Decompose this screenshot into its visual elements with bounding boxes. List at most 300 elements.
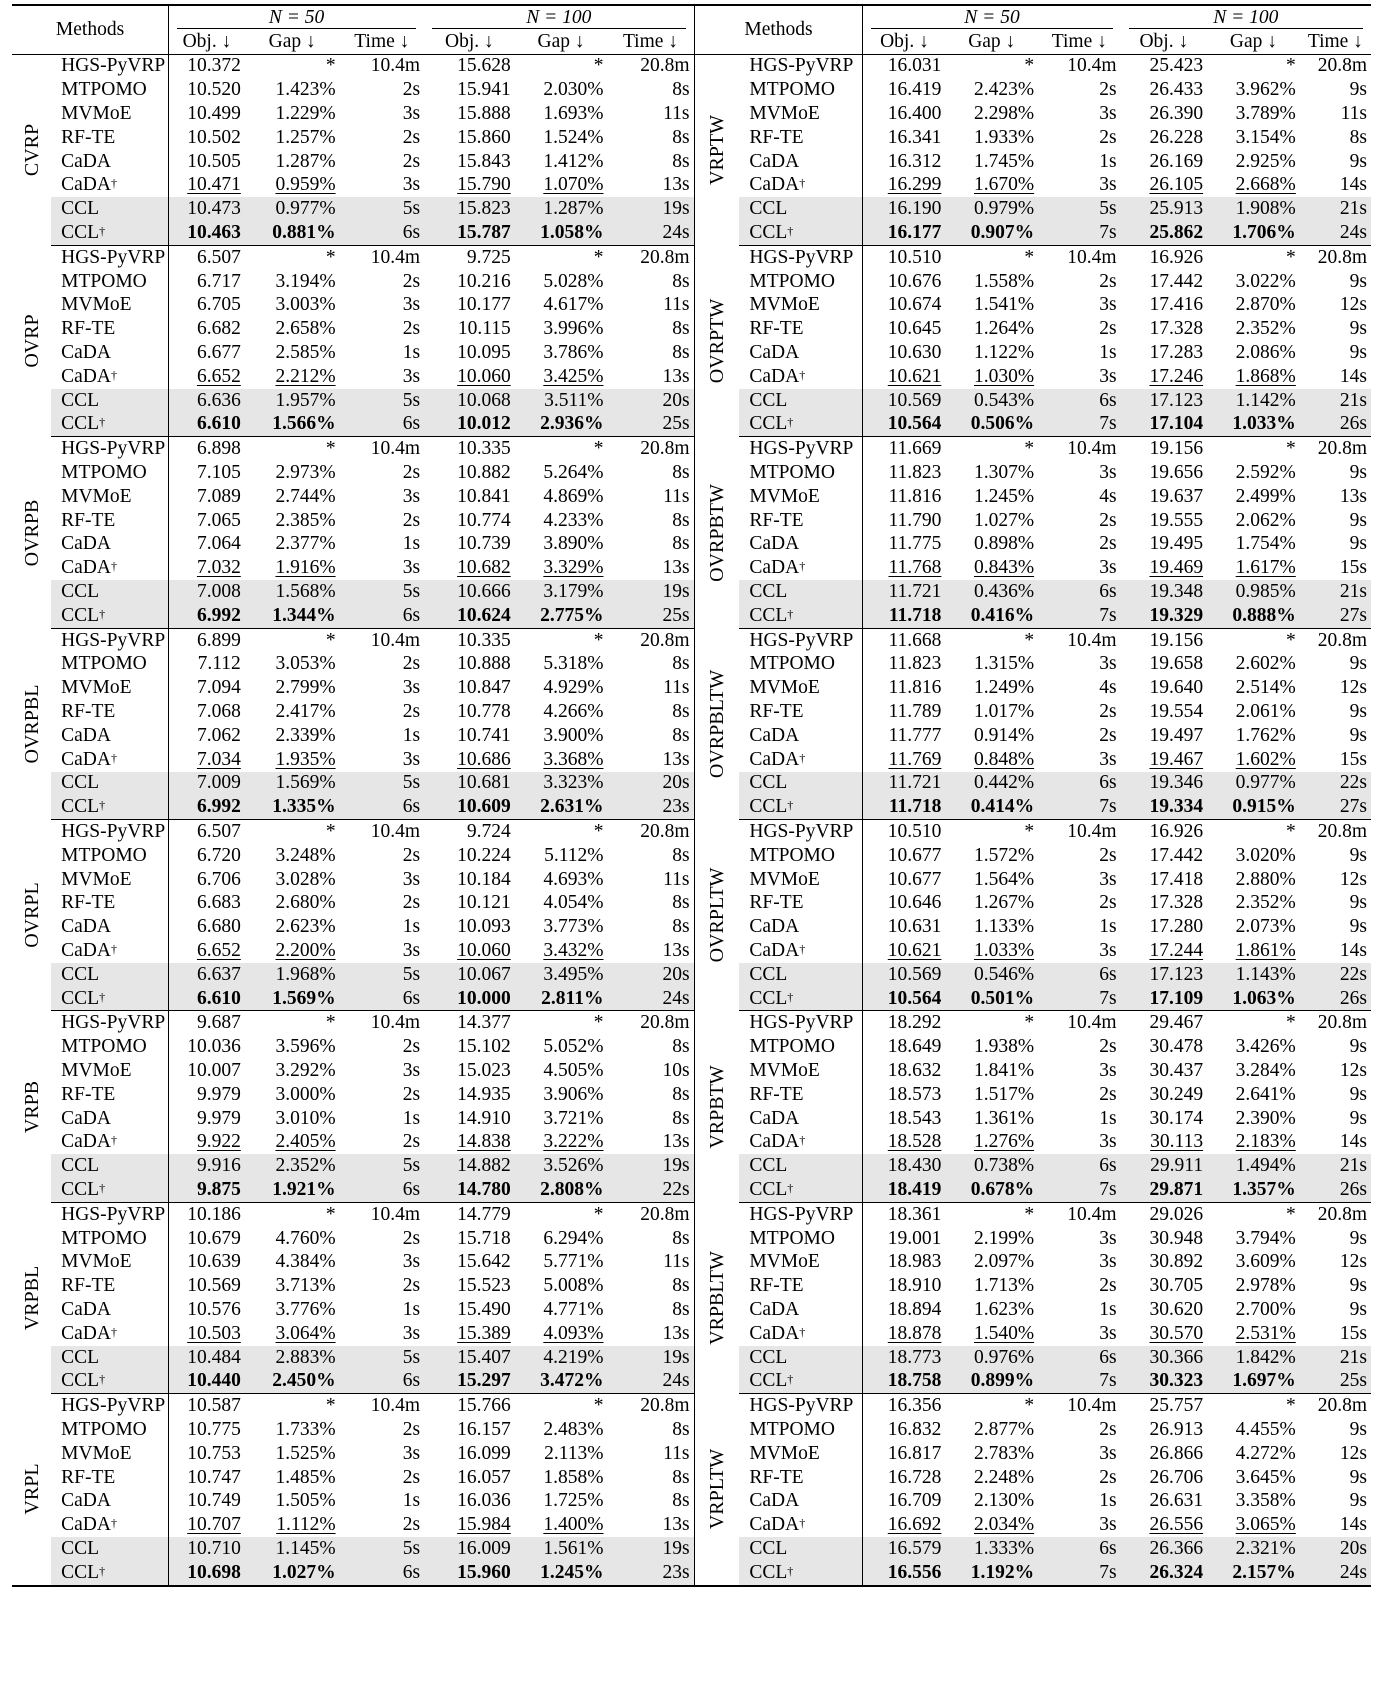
value: 1.412% (543, 150, 604, 172)
value-cell (863, 628, 945, 652)
value: 14s (1339, 174, 1367, 196)
value-cell (340, 221, 425, 245)
value: 10.677 (887, 844, 942, 866)
value-cell (340, 653, 425, 677)
value-cell (1121, 1178, 1208, 1202)
value-cell (1300, 221, 1371, 245)
table-row (12, 556, 1371, 580)
value: 6.637 (196, 963, 241, 985)
dagger-mark: † (99, 1180, 106, 1195)
value: 14s (1339, 1514, 1367, 1536)
value-cell (515, 1035, 608, 1059)
value: 2.352% (275, 1155, 336, 1177)
value-cell (1207, 676, 1300, 700)
value: 0.914% (973, 724, 1035, 746)
value: 10.710 (187, 1537, 241, 1559)
value: 19s (662, 198, 690, 220)
method-label: RF-TE (749, 892, 804, 914)
value: 1.485% (275, 1466, 336, 1488)
value-cell (607, 1394, 694, 1418)
method-label: CaDA (749, 557, 800, 579)
value: 7s (1099, 1178, 1117, 1200)
value: 1.706% (1232, 222, 1296, 244)
value-cell (169, 1227, 245, 1251)
value: 17.328 (1149, 318, 1204, 340)
value-cell (1207, 533, 1300, 557)
method-label: CaDA (749, 1131, 800, 1153)
value-cell (1121, 1298, 1208, 1322)
value: 0.888% (1232, 604, 1296, 626)
value-cell (863, 102, 945, 126)
value-cell (945, 748, 1038, 772)
value: 19.467 (1149, 748, 1204, 770)
value-cell (1038, 413, 1120, 437)
value-cell (515, 1537, 608, 1561)
value: 2.602% (1235, 653, 1296, 675)
problem-name: VRPL (20, 1463, 43, 1515)
value: 30.366 (1149, 1346, 1204, 1368)
value-cell (607, 1274, 694, 1298)
value-cell (863, 844, 945, 868)
problem-label-vrpbltw (694, 1202, 739, 1393)
value-cell (515, 245, 608, 269)
value-cell (340, 1369, 425, 1393)
value-cell (945, 102, 1038, 126)
header-row-1 (12, 5, 1371, 30)
value-cell (1207, 1561, 1300, 1586)
value: 10.778 (457, 701, 511, 722)
value: 7.064 (196, 533, 241, 555)
value: 3.996% (543, 318, 604, 340)
value: 12s (1339, 294, 1367, 316)
value-cell (169, 389, 245, 413)
value: 0.959% (275, 174, 336, 196)
value-cell (169, 317, 245, 341)
value-cell (945, 317, 1038, 341)
value: 10.473 (187, 198, 241, 220)
method-name (739, 987, 863, 1011)
value: 2.877% (973, 1418, 1035, 1440)
value-cell (1121, 221, 1208, 245)
value: 2.658% (275, 318, 336, 340)
value-cell (1038, 653, 1120, 677)
value-cell (169, 485, 245, 509)
value-cell (863, 1083, 945, 1107)
value: 16.057 (457, 1466, 511, 1488)
value: 15.984 (457, 1514, 511, 1536)
value: 2.086% (1235, 342, 1296, 364)
value-cell (245, 1466, 340, 1490)
value: 3.194% (275, 270, 336, 292)
value-cell (1300, 676, 1371, 700)
value: 2.157% (1232, 1561, 1296, 1583)
value-cell (1121, 772, 1208, 796)
method-label: CCL (749, 1155, 788, 1177)
value-cell (1121, 437, 1208, 461)
header-row-2 (12, 30, 1371, 54)
value: 15.297 (457, 1370, 511, 1392)
value-cell (1038, 1322, 1120, 1346)
value: 10.676 (887, 270, 942, 292)
value: 15.102 (457, 1036, 511, 1058)
value-cell (1121, 1561, 1208, 1586)
value: * (593, 629, 604, 651)
value-cell (945, 1513, 1038, 1537)
dagger-mark: † (787, 415, 794, 430)
method-name (739, 1489, 863, 1513)
value: 3.000% (275, 1083, 336, 1105)
value: 2.417% (275, 701, 336, 722)
value: 4.455% (1235, 1418, 1296, 1440)
value: 0.843% (973, 557, 1035, 579)
value: 3.368% (543, 748, 604, 770)
value-cell (1121, 891, 1208, 915)
method-label: MVMoE (749, 868, 820, 890)
value: 4.266% (543, 701, 604, 722)
value-cell (169, 1130, 245, 1154)
table-row (12, 294, 1371, 318)
value-cell (945, 772, 1038, 796)
method-name (51, 1537, 168, 1561)
method-name (739, 1561, 863, 1586)
value: 3.794% (1235, 1227, 1296, 1249)
method-label: MVMoE (749, 485, 820, 507)
value: 10.463 (187, 222, 241, 244)
value-cell (945, 1346, 1038, 1370)
value: 10.753 (187, 1442, 241, 1464)
value: 6.507 (196, 246, 241, 268)
value-cell (169, 820, 245, 844)
value: 1.245% (540, 1561, 604, 1583)
table-row (12, 676, 1371, 700)
value: 1.249% (973, 677, 1035, 699)
value: 0.979% (973, 198, 1035, 220)
value: 6s (402, 1370, 421, 1392)
value: 2.783% (973, 1442, 1035, 1464)
header-obj: Obj. ↓ (445, 30, 494, 52)
value-cell (424, 533, 515, 557)
header-n50-right: N = 50 (863, 5, 1121, 30)
method-label: HGS-PyVRP (61, 1395, 166, 1417)
value: 15.389 (457, 1322, 511, 1344)
value: 3s (402, 1059, 421, 1081)
value: 13s (1339, 485, 1367, 507)
value: 20s (662, 389, 690, 411)
value-cell (169, 1274, 245, 1298)
value-cell (607, 987, 694, 1011)
value: 3.609% (1235, 1251, 1296, 1273)
value-cell (340, 54, 425, 78)
value: 2.113% (544, 1442, 604, 1464)
method-name (51, 1035, 168, 1059)
value: 19s (662, 1537, 690, 1559)
value: 10.645 (887, 318, 942, 340)
value: 3.065% (1235, 1514, 1296, 1536)
value-cell (863, 1418, 945, 1442)
method-name (51, 628, 168, 652)
value-cell (169, 868, 245, 892)
value-cell (245, 1513, 340, 1537)
value-cell (945, 1489, 1038, 1513)
value: 20.8m (1317, 55, 1367, 77)
value: 17.280 (1149, 916, 1204, 938)
method-label: RF-TE (61, 509, 116, 531)
table-row (12, 174, 1371, 198)
value-cell (945, 1394, 1038, 1418)
value: 2s (1099, 844, 1117, 866)
value: 0.985% (1235, 581, 1296, 603)
method-name (739, 1537, 863, 1561)
value: 2.623% (275, 916, 336, 938)
value: 3.776% (275, 1298, 336, 1320)
value-cell (424, 341, 515, 365)
value: 26.324 (1149, 1561, 1204, 1583)
value-cell (945, 1011, 1038, 1035)
value: 1.623% (973, 1298, 1035, 1320)
method-label: MTPOMO (749, 844, 835, 866)
method-label: CCL (61, 1370, 100, 1392)
value: 18.543 (887, 1107, 942, 1129)
value-cell (1207, 939, 1300, 963)
method-label: CCL (749, 413, 788, 435)
value-cell (515, 844, 608, 868)
value-cell (424, 556, 515, 580)
value: 13s (662, 557, 690, 579)
value: 9s (1349, 1083, 1367, 1105)
value: 1.361% (973, 1107, 1035, 1129)
value: 9.687 (196, 1012, 241, 1034)
value-cell (245, 748, 340, 772)
value: 12s (1339, 677, 1367, 699)
value-cell (863, 724, 945, 748)
value: 13s (662, 174, 690, 196)
method-name (51, 748, 168, 772)
method-name (51, 1369, 168, 1393)
value: 5.008% (543, 1275, 604, 1297)
method-label: RF-TE (749, 126, 804, 148)
value: 2s (402, 1083, 421, 1105)
value-cell (607, 1250, 694, 1274)
value-cell (515, 700, 608, 724)
value: 1.525% (275, 1442, 336, 1464)
value: * (593, 438, 604, 460)
value-cell (863, 126, 945, 150)
value: 3s (1099, 653, 1117, 675)
dagger-mark: † (799, 1516, 806, 1531)
value-cell (340, 1107, 425, 1131)
problem-label-vrpb (12, 1011, 51, 1202)
value-cell (169, 1154, 245, 1178)
value: 0.678% (970, 1178, 1035, 1200)
value-cell (245, 1202, 340, 1226)
value-cell (607, 1059, 694, 1083)
value: 6.717 (196, 270, 241, 292)
value: 2s (1099, 701, 1117, 722)
value-cell (245, 509, 340, 533)
value: 9s (1349, 892, 1367, 914)
value-cell (340, 174, 425, 198)
value: 2s (402, 844, 421, 866)
value-cell (340, 987, 425, 1011)
value: 2.880% (1235, 868, 1296, 890)
table-row (12, 1298, 1371, 1322)
problem-name: OVRPBLTW (705, 669, 728, 778)
table-row (12, 1130, 1371, 1154)
dagger-mark: † (110, 1516, 117, 1531)
value: * (593, 55, 604, 77)
method-name (739, 1227, 863, 1251)
value-cell (1207, 102, 1300, 126)
results-body (12, 54, 1371, 1586)
value: 6.899 (196, 629, 241, 651)
value-cell (1121, 102, 1208, 126)
value-cell (945, 509, 1038, 533)
value: 10.564 (887, 987, 942, 1009)
value-cell (945, 604, 1038, 628)
value-cell (1207, 1227, 1300, 1251)
value-cell (863, 1130, 945, 1154)
method-name (51, 1346, 168, 1370)
value: 17.104 (1149, 413, 1204, 435)
method-label: CCL (61, 389, 100, 411)
value: 23s (662, 1561, 690, 1583)
value-cell (340, 1011, 425, 1035)
value-cell (1038, 1274, 1120, 1298)
value: 1.540% (973, 1322, 1035, 1344)
value-cell (1300, 1154, 1371, 1178)
method-name (739, 676, 863, 700)
value-cell (424, 700, 515, 724)
value-cell (515, 341, 608, 365)
value: 1.033% (1232, 413, 1296, 435)
value-cell (1038, 1561, 1120, 1586)
value-cell (340, 78, 425, 102)
method-name (51, 1418, 168, 1442)
value-cell (1038, 317, 1120, 341)
value-cell (515, 1322, 608, 1346)
value-cell (1207, 1394, 1300, 1418)
value-cell (1121, 317, 1208, 341)
value: 7.062 (196, 724, 241, 746)
method-name (739, 1107, 863, 1131)
value: 3.426% (1235, 1036, 1296, 1058)
method-label: CaDA (61, 557, 111, 579)
value: 1.868% (1235, 365, 1296, 387)
value: 2.377% (275, 533, 336, 555)
value-cell (607, 317, 694, 341)
method-label: HGS-PyVRP (61, 438, 166, 460)
value: 6.992 (196, 604, 241, 626)
method-label: HGS-PyVRP (61, 55, 166, 77)
value-cell (515, 54, 608, 78)
method-label: HGS-PyVRP (61, 1012, 166, 1034)
value-cell (169, 461, 245, 485)
method-label: CaDA (749, 533, 800, 555)
value-cell (169, 126, 245, 150)
value-cell (1207, 1178, 1300, 1202)
value-cell (340, 485, 425, 509)
value: 1.921% (272, 1178, 336, 1200)
value: 6s (402, 1561, 421, 1583)
value-cell (1300, 580, 1371, 604)
value-cell (169, 1346, 245, 1370)
table-row (12, 963, 1371, 987)
value: 1.568% (275, 581, 336, 603)
method-name (739, 270, 863, 294)
value: 1.602% (1235, 748, 1296, 770)
value: 3.329% (543, 557, 604, 579)
value: 2.405% (275, 1131, 336, 1153)
value: 5s (1099, 198, 1117, 220)
value-cell (515, 891, 608, 915)
value-cell (424, 963, 515, 987)
dagger-mark: † (110, 1324, 117, 1339)
value-cell (945, 1537, 1038, 1561)
method-name (51, 580, 168, 604)
value: 1.558% (973, 270, 1035, 292)
value: 4.093% (543, 1322, 604, 1344)
header-obj: Obj. ↓ (169, 30, 245, 54)
problem-name: OVRPLTW (705, 867, 728, 963)
value: 1.143% (1235, 963, 1296, 985)
method-label: RF-TE (61, 701, 116, 722)
value-cell (1121, 604, 1208, 628)
value-cell (945, 150, 1038, 174)
value-cell (1300, 1561, 1371, 1586)
method-name (739, 389, 863, 413)
value: 1.572% (973, 844, 1035, 866)
value-cell (607, 270, 694, 294)
method-name (739, 1202, 863, 1226)
value: 14.935 (457, 1083, 511, 1105)
value: 8s (672, 462, 690, 484)
value: 10.036 (187, 1036, 241, 1058)
value: 29.871 (1149, 1178, 1204, 1200)
value: 1.564% (973, 868, 1035, 890)
dagger-mark: † (99, 798, 106, 813)
method-label: RF-TE (61, 1275, 116, 1297)
value-cell (607, 1083, 694, 1107)
value: 1s (402, 1298, 421, 1320)
value: * (593, 246, 604, 268)
value-cell (169, 653, 245, 677)
problem-label-ovrpb (12, 437, 51, 628)
value-cell (863, 580, 945, 604)
value: 3.154% (1235, 126, 1296, 148)
value-cell (515, 485, 608, 509)
value-cell (607, 1322, 694, 1346)
method-label: MVMoE (61, 868, 132, 890)
value-cell (607, 1107, 694, 1131)
method-name (739, 844, 863, 868)
table-row (12, 1489, 1371, 1513)
value: 20s (1339, 1537, 1367, 1559)
value-cell (607, 197, 694, 221)
value: 14.838 (457, 1131, 511, 1153)
value-cell (1300, 604, 1371, 628)
value: 8s (672, 1036, 690, 1058)
value-cell (245, 700, 340, 724)
value-cell (607, 868, 694, 892)
value-cell (1121, 245, 1208, 269)
problem-label-vrpltw (694, 1394, 739, 1586)
table-row (12, 1346, 1371, 1370)
value: 8s (672, 509, 690, 531)
value: 24s (1339, 222, 1367, 244)
value: 2.744% (275, 485, 336, 507)
value: 10.4m (1067, 1395, 1117, 1417)
problem-name: OVRPBTW (705, 483, 728, 582)
